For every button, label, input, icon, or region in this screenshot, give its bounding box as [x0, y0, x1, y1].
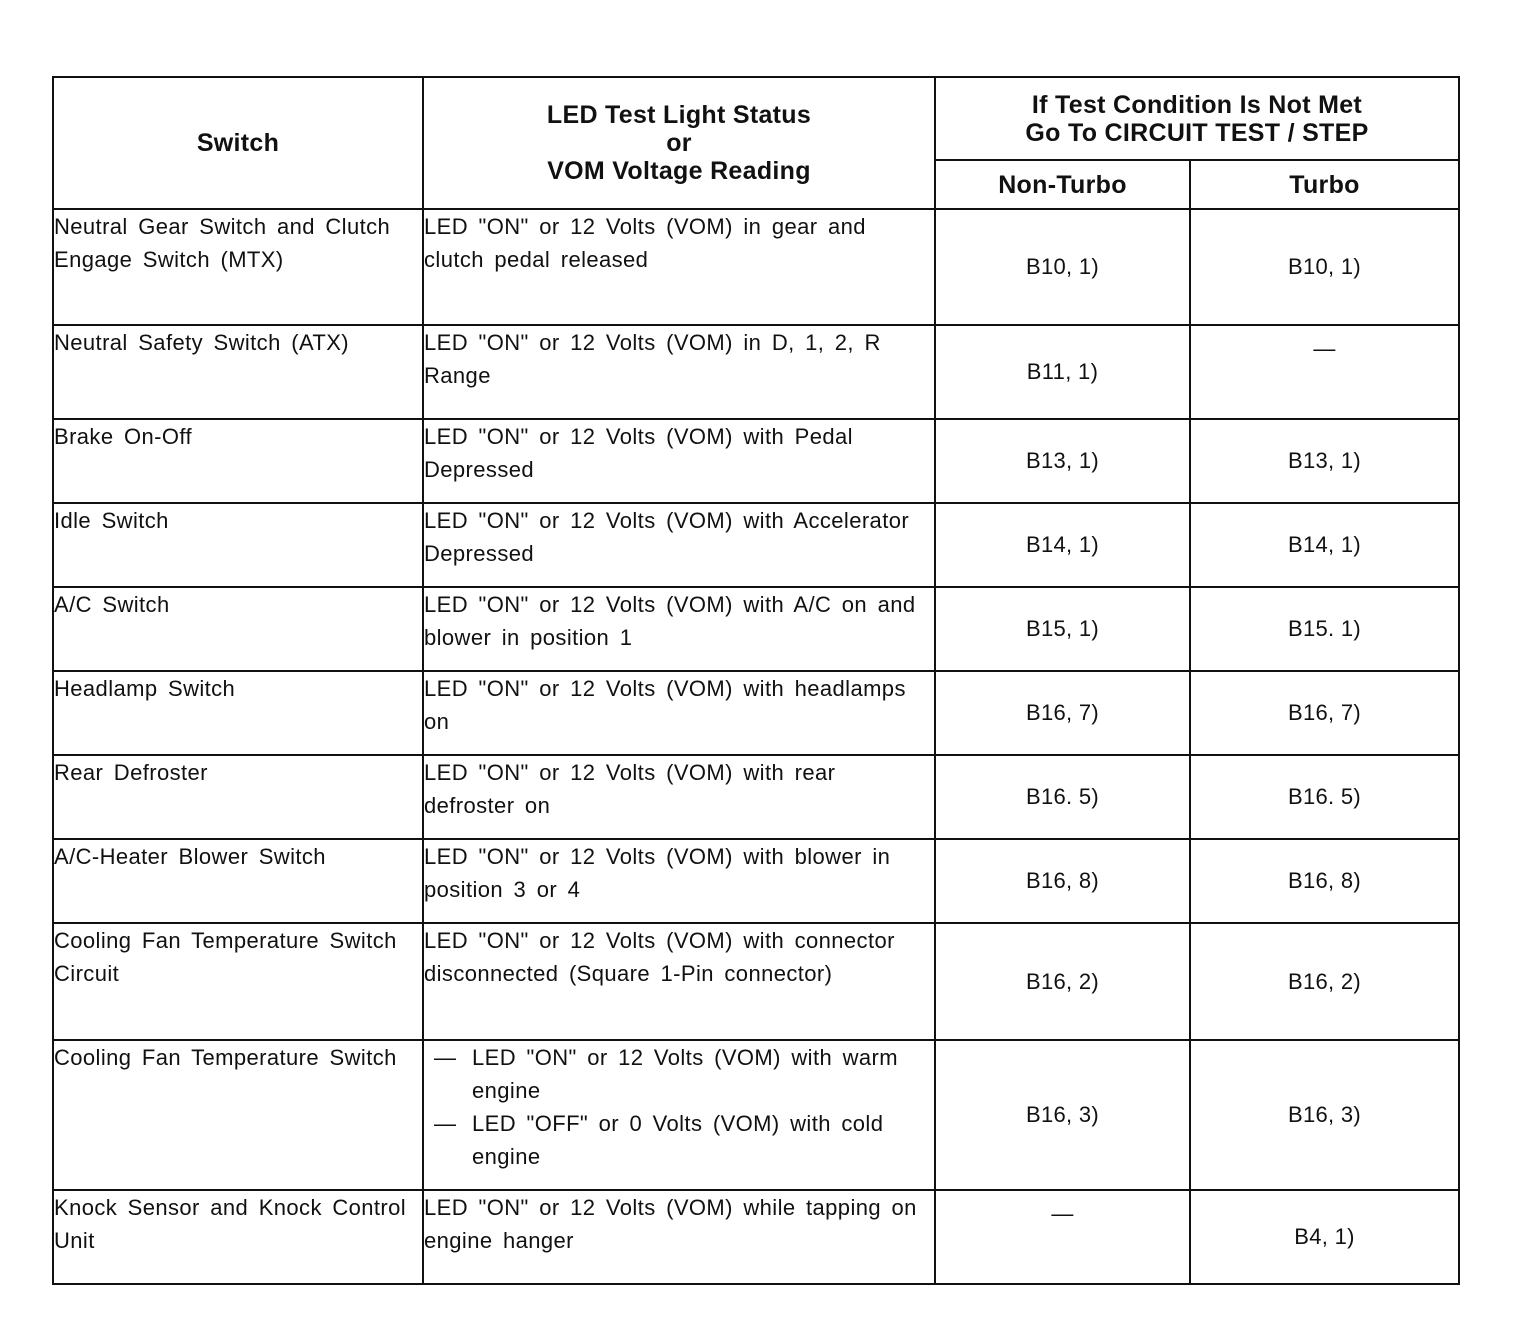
turbo-cell: B10, 1) [1190, 209, 1459, 325]
switch-test-table [52, 76, 1460, 1285]
header-non-turbo: Non-Turbo [935, 160, 1190, 209]
switch-cell: Rear Defroster [53, 755, 423, 839]
led-status-cell [423, 1040, 935, 1190]
header-led-line1: LED Test Light Status [546, 101, 812, 129]
turbo-cell: B15. 1) [1190, 587, 1459, 671]
table-row [53, 503, 1459, 587]
led-status-cell: LED "ON" or 12 Volts (VOM) with Pedal Depressed [423, 419, 935, 503]
led-status-item [434, 1041, 934, 1107]
header-led-status [423, 77, 935, 209]
table-row [53, 209, 1459, 325]
led-status-cell: LED "ON" or 12 Volts (VOM) with headlamps on [423, 671, 935, 755]
header-led-line2: or [666, 129, 692, 157]
non-turbo-cell: B16, 3) [935, 1040, 1190, 1190]
led-status-cell: LED "ON" or 12 Volts (VOM) with connector disconnected (Square 1-Pin connector) [423, 923, 935, 1040]
non-turbo-cell: B14, 1) [935, 503, 1190, 587]
non-turbo-cell: B16, 8) [935, 839, 1190, 923]
switch-cell: Neutral Gear Switch and Clutch Engage Switch (MTX) [53, 209, 423, 325]
table-row [53, 419, 1459, 503]
non-turbo-cell: — [935, 1190, 1190, 1284]
switch-cell: A/C Switch [53, 587, 423, 671]
turbo-cell: B13, 1) [1190, 419, 1459, 503]
led-status-item [434, 1107, 934, 1173]
switch-cell: Knock Sensor and Knock Control Unit [53, 1190, 423, 1284]
turbo-cell: — [1190, 325, 1459, 419]
turbo-cell: B4, 1) [1190, 1190, 1459, 1284]
table-row [53, 1040, 1459, 1190]
turbo-cell: B16, 7) [1190, 671, 1459, 755]
turbo-cell: B16. 5) [1190, 755, 1459, 839]
non-turbo-cell: B16, 2) [935, 923, 1190, 1040]
header-turbo: Turbo [1190, 160, 1459, 209]
switch-cell: Cooling Fan Temperature Switch Circuit [53, 923, 423, 1040]
header-led-line3: VOM Voltage Reading [547, 157, 811, 185]
dash-bullet: — [434, 1111, 457, 1136]
switch-cell: Brake On-Off [53, 419, 423, 503]
non-turbo-cell: B16, 7) [935, 671, 1190, 755]
turbo-cell: B16, 8) [1190, 839, 1459, 923]
turbo-cell: B16, 3) [1190, 1040, 1459, 1190]
led-status-cell: LED "ON" or 12 Volts (VOM) in D, 1, 2, R Range [423, 325, 935, 419]
switch-cell: Idle Switch [53, 503, 423, 587]
table-row [53, 587, 1459, 671]
non-turbo-cell: B16. 5) [935, 755, 1190, 839]
table-row [53, 325, 1459, 419]
turbo-cell: B16, 2) [1190, 923, 1459, 1040]
switch-cell: Cooling Fan Temperature Switch [53, 1040, 423, 1190]
table-row [53, 923, 1459, 1040]
led-status-cell: LED "ON" or 12 Volts (VOM) with blower in position 3 or 4 [423, 839, 935, 923]
non-turbo-cell: B11, 1) [935, 325, 1190, 419]
dash-bullet: — [434, 1045, 457, 1070]
switch-cell: Neutral Safety Switch (ATX) [53, 325, 423, 419]
table-row [53, 755, 1459, 839]
non-turbo-cell: B13, 1) [935, 419, 1190, 503]
switch-cell: Headlamp Switch [53, 671, 423, 755]
non-turbo-cell: B10, 1) [935, 209, 1190, 325]
table-row [53, 1190, 1459, 1284]
switch-cell: A/C-Heater Blower Switch [53, 839, 423, 923]
table-row [53, 671, 1459, 755]
led-status-cell: LED "ON" or 12 Volts (VOM) with Accelerator Depressed [423, 503, 935, 587]
header-group-line1: If Test Condition Is Not Met [1031, 90, 1363, 119]
table-row [53, 839, 1459, 923]
turbo-cell: B14, 1) [1190, 503, 1459, 587]
header-group-line2: Go To CIRCUIT TEST / STEP [1025, 118, 1369, 147]
led-status-item-text: LED "ON" or 12 Volts (VOM) with warm engine [472, 1045, 898, 1103]
led-status-item-text: LED "OFF" or 0 Volts (VOM) with cold engine [472, 1111, 884, 1169]
led-status-cell: LED "ON" or 12 Volts (VOM) with rear defroster on [423, 755, 935, 839]
header-circuit-test-group [935, 77, 1459, 160]
non-turbo-cell: B15, 1) [935, 587, 1190, 671]
led-status-cell: LED "ON" or 12 Volts (VOM) with A/C on and blower in position 1 [423, 587, 935, 671]
led-status-cell: LED "ON" or 12 Volts (VOM) in gear and clutch pedal released [423, 209, 935, 325]
led-status-cell: LED "ON" or 12 Volts (VOM) while tapping on engine hanger [423, 1190, 935, 1284]
header-switch: Switch [53, 77, 423, 209]
